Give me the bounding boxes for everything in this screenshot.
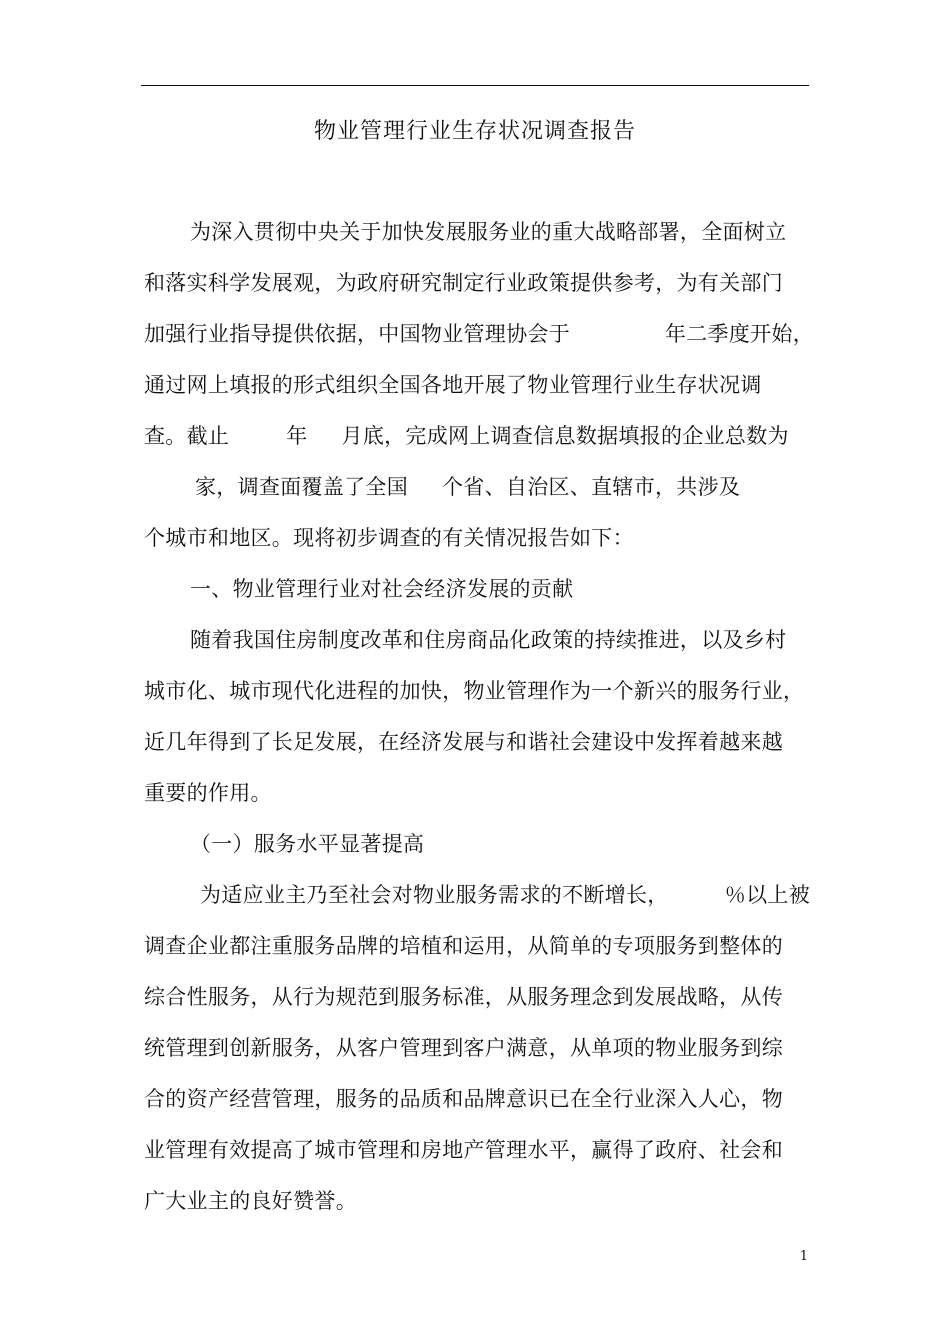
paragraph-line: 近几年得到了长足发展，在经济发展与和谐社会建设中发挥着越来越 bbox=[144, 730, 783, 754]
header-rule bbox=[141, 85, 809, 86]
text-segment: 年二季度开始， bbox=[664, 322, 814, 346]
paragraph-line: 合的资产经营管理，服务的品质和品牌意识已在全行业深入人心，物 bbox=[144, 1087, 783, 1111]
paragraph-line: 为深入贯彻中央关于加快发展服务业的重大战略部署，全面树立 bbox=[190, 220, 787, 244]
text-segment: 为适应业主乃至社会对物业服务需求的不断增长， bbox=[200, 883, 669, 907]
paragraph-line: 城市化、城市现代化进程的加快，物业管理作为一个新兴的服务行业， bbox=[144, 679, 805, 703]
paragraph-line: 通过网上填报的形式组织全国各地开展了物业管理行业生存状况调 bbox=[144, 373, 762, 397]
text-segment: 年 bbox=[286, 424, 308, 448]
paragraph-line bbox=[144, 419, 814, 453]
paragraph-line: 统管理到创新服务，从客户管理到客户满意，从单项的物业服务到综 bbox=[144, 1036, 783, 1060]
paragraph-line: 随着我国住房制度改革和住房商品化政策的持续推进，以及乡村 bbox=[190, 628, 787, 652]
paragraph-line: 个城市和地区。现将初步调查的有关情况报告如下： bbox=[144, 526, 634, 550]
section-heading: 一、物业管理行业对社会经济发展的贡献 bbox=[190, 577, 574, 601]
text-segment: 家，调查面覆盖了全国 bbox=[195, 475, 408, 499]
paragraph-line bbox=[144, 317, 814, 351]
paragraph-line bbox=[195, 470, 775, 504]
subsection-heading: （一）服务水平显著提高 bbox=[190, 832, 425, 856]
document-title: 物业管理行业生存状况调查报告 bbox=[313, 119, 636, 144]
paragraph-line bbox=[200, 878, 810, 912]
paragraph-line: 调查企业都注重服务品牌的培植和运用，从简单的专项服务到整体的 bbox=[144, 934, 783, 958]
text-segment: 加强行业指导提供依据，中国物业管理协会于 bbox=[144, 322, 570, 346]
paragraph-line: 综合性服务，从行为规范到服务标准，从服务理念到发展战略，从传 bbox=[144, 985, 783, 1009]
text-segment: 查。截止 bbox=[144, 424, 230, 448]
page-number: 1 bbox=[799, 1249, 808, 1264]
text-segment: 月底，完成网上调查信息数据填报的企业总数为 bbox=[341, 424, 789, 448]
paragraph-line: 重要的作用。 bbox=[144, 781, 272, 805]
text-segment: 个省、自治区、直辖市，共涉及 bbox=[442, 475, 741, 499]
paragraph-line: 和落实科学发展观，为政府研究制定行业政策提供参考，为有关部门 bbox=[144, 271, 783, 295]
text-segment: ％以上被 bbox=[724, 883, 810, 907]
paragraph-line: 广大业主的良好赞誉。 bbox=[144, 1189, 357, 1213]
paragraph-line: 业管理有效提高了城市管理和房地产管理水平，赢得了政府、社会和 bbox=[144, 1138, 783, 1162]
